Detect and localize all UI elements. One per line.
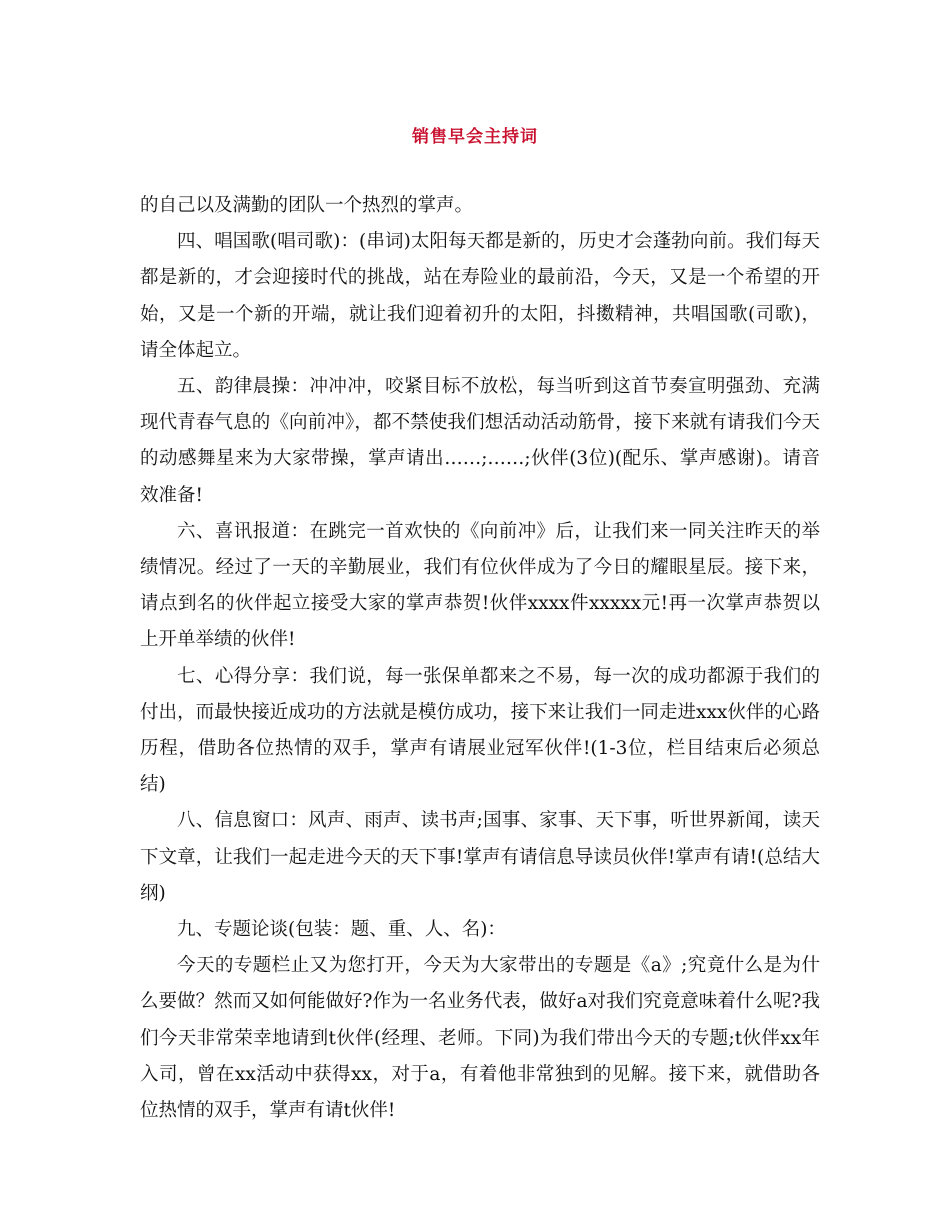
paragraph-section-5: 五、韵律晨操：冲冲冲，咬紧目标不放松，每当听到这首节奏宣明强劲、充满现代青春气息的《向前冲》，都不禁使我们想活动活动筋骨，接下来就有请我们今天的动感舞星来为大家带操，掌声请出……;……;伙伴(3位)(配乐、掌声感谢)。请音效准备! xyxy=(140,376,820,506)
paragraph-section-6: 六、喜讯报道：在跳完一首欢快的《向前冲》后，让我们来一同关注昨天的举绩情况。经过了一天的辛勤展业，我们有位伙伴成为了今日的耀眼星辰。接下来，请点到名的伙伴起立接受大家的掌声恭贺!伙伴xxxx件xxxxx元!再一次掌声恭贺以上开单举绩的伙伴! xyxy=(140,520,820,651)
document-body xyxy=(140,188,820,1129)
paragraph-continuation: 的自己以及满勤的团队一个热烈的掌声。 xyxy=(140,195,474,216)
paragraph-section-9-body: 今天的专题栏止又为您打开，今天为大家带出的专题是《a》;究竟什么是为什么要做？然而又如何能做好?作为一名业务代表，做好a对我们究竟意味着什么呢?我们今天非常荣幸地请到t伙伴(经理、老师。下同)为我们带出今天的专题;t伙伴xx年入司，曾在xx活动中获得xx，对于a，有着他非常独到的见解。接下来，就借助各位热情的双手，掌声有请t伙伴! xyxy=(140,955,820,1122)
paragraph-section-4: 四、唱国歌(唱司歌)：(串词)太阳每天都是新的，历史才会蓬勃向前。我们每天都是新的，才会迎接时代的挑战，站在寿险业的最前沿，今天，又是一个希望的开始，又是一个新的开端，就让我们迎着初升的太阳，抖擞精神，共唱国歌(司歌)，请全体起立。 xyxy=(140,231,820,361)
document-title: 销售早会主持词 xyxy=(412,127,538,147)
paragraph-section-7: 七、心得分享：我们说，每一张保单都来之不易，每一次的成功都源于我们的付出，而最快接近成功的方法就是模仿成功，接下来让我们一同走进xxx伙伴的心路历程，借助各位热情的双手，掌声有请展业冠军伙伴!(1-3位，栏目结束后必须总结) xyxy=(140,665,820,796)
paragraph-section-9-heading: 九、专题论谈(包装：题、重、人、名)： xyxy=(177,919,506,941)
paragraph-section-8: 八、信息窗口：风声、雨声、读书声;国事、家事、天下事，听世界新闻，读天下文章，让我们一起走进今天的天下事!掌声有请信息导读员伙伴!掌声有请!(总结大纲) xyxy=(140,810,820,904)
